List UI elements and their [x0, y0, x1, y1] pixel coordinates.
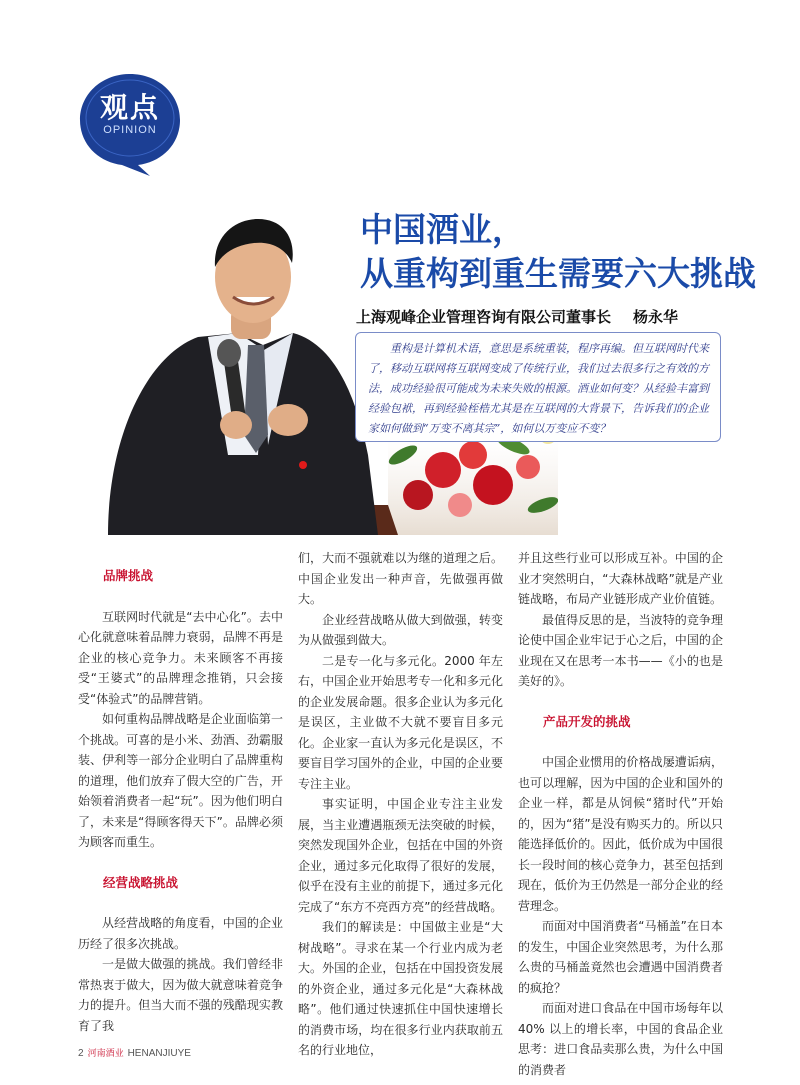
paragraph: 而面对中国消费者“马桶盖”在日本的发生，中国企业突然思考，为什么那么贵的马桶盖竟然也会遭遇中国消费者的疯抢？ [518, 919, 723, 995]
magazine-name: 河南酒业 [87, 1049, 124, 1059]
column-3 [518, 548, 723, 1080]
author-org: 上海观峰企业管理咨询有限公司董事长 [356, 308, 612, 326]
section-badge [78, 72, 182, 176]
paragraph: 们，大而不强就难以为继的道理之后。中国企业发出一种声音，先做强再做大。 [298, 551, 503, 606]
paragraph: 而面对进口食品在中国市场每年以 40% 以上的增长率，中国的食品企业思考：进口食品卖那么贵，为什么中国的消费者 [518, 1001, 723, 1077]
paragraph: 企业经营战略从做大到做强，转变为从做强到做大。 [298, 612, 503, 647]
paragraph: 我们的解读是：中国做主业是“大树战略”。寻求在某一个行业内成为老大。外国的企业，包括在中国投资发展的外资企业，通过多元化是“大森林战略”。他们通过快速抓住中国快速增长的消费市场，均在很多行业内获取前五名的行业地位， [298, 920, 503, 1057]
article-headline [360, 208, 780, 296]
author-name: 杨永华 [633, 308, 679, 326]
paragraph: 中国企业惯用的价格战屡遭诟病，也可以理解，因为中国的企业和国外的企业一样，都是从饲候“猪时代”开始的，因为“猪”是没有购买力的。所以只能选择低价的。因此，低价成为中国很长一段时间的核心竞争力，甚至包括到现在，低价为王仍然是一部分企业的经营理念。 [518, 755, 723, 913]
paragraph: 并且这些行业可以形成互补。中国的企业才突然明白，“大森林战略”就是产业链战略，布局产业链形成产业价值链。 [518, 551, 723, 606]
page-footer [78, 1046, 191, 1059]
paragraph: 最值得反思的是，当波特的竞争理论使中国企业牢记于心之后，中国的企业现在又在思考一本书——《小的也是美好的》。 [518, 612, 723, 688]
paragraph: 从经营战略的角度看，中国的企业历经了很多次挑战。 [78, 916, 283, 951]
author-line [356, 306, 700, 327]
section-heading-brand: 品牌挑战 [103, 568, 154, 583]
column-2 [298, 548, 503, 1061]
section-heading-strategy: 经营战略挑战 [103, 874, 179, 890]
article-abstract: 重构是计算机术语，意思是系统重装，程序再编。但互联网时代来了，移动互联网将互联网变成了传统行业，我们过去很多行之有效的方法，成功经验很可能成为未来失败的根源。酒业如何变？从经验丰富到经验包袱，再到经验桎梏尤其是在互联网的大背景下，告诉我们的企业家如何做到“万变不离其宗”，如何以万变应不变？ [355, 332, 721, 442]
column-1 [78, 548, 283, 1036]
magazine-name-en: HENANJIUYE [127, 1048, 191, 1059]
paragraph: 二是专一化与多元化。2000 年左右，中国企业开始思考专一化和多元化的企业发展命题。很多企业认为多元化是误区，主业做不大就不要盲目多元化。企业家一直认为多元化是误区，不要盲目学习国外的企业，中国的企业要专注主业。 [298, 653, 503, 791]
paragraph: 一是做大做强的挑战。我们曾经非常热衷于做大，因为做大就意味着竞争力的提升。但当大而不强的残酷现实教育了我 [78, 957, 283, 1033]
section-heading-product: 产品开发的挑战 [543, 713, 631, 729]
paragraph: 事实证明，中国企业专注主业发展，当主业遭遇瓶颈无法突破的时候，突然发现国外企业，包括在中国的外资企业，通过多元化取得了很好的发展，似乎在没有主业的前提下，通过多元化完成了“东方不亮西方亮”的经营战略。 [298, 797, 503, 914]
badge-subtitle: OPINION [103, 124, 157, 136]
page-number: 2 [78, 1048, 84, 1059]
flower-decoration [386, 426, 558, 535]
paragraph: 互联网时代就是“去中心化”。去中心化就意味着品牌力衰弱，品牌不再是企业的核心竞争力。未来顾客不再接受“王婆式”的品牌理念推销，只会接受“体验式”的品牌营销。 [78, 609, 283, 706]
headline-line-2: 从重构到重生需要六大挑战 [360, 254, 756, 293]
badge-title: 观点 [99, 91, 160, 124]
headline-line-1: 中国酒业， [360, 210, 525, 249]
paragraph: 如何重构品牌战略是企业面临第一个挑战。可喜的是小米、劲酒、劲霸服装、伊利等一部分企业明白了品牌重构的道理，他们放弃了假大空的广告，开始领着消费者一起“玩”。因为他们明白了，未来是“得顾客得天下”。品牌必须为顾客而重生。 [78, 712, 283, 849]
